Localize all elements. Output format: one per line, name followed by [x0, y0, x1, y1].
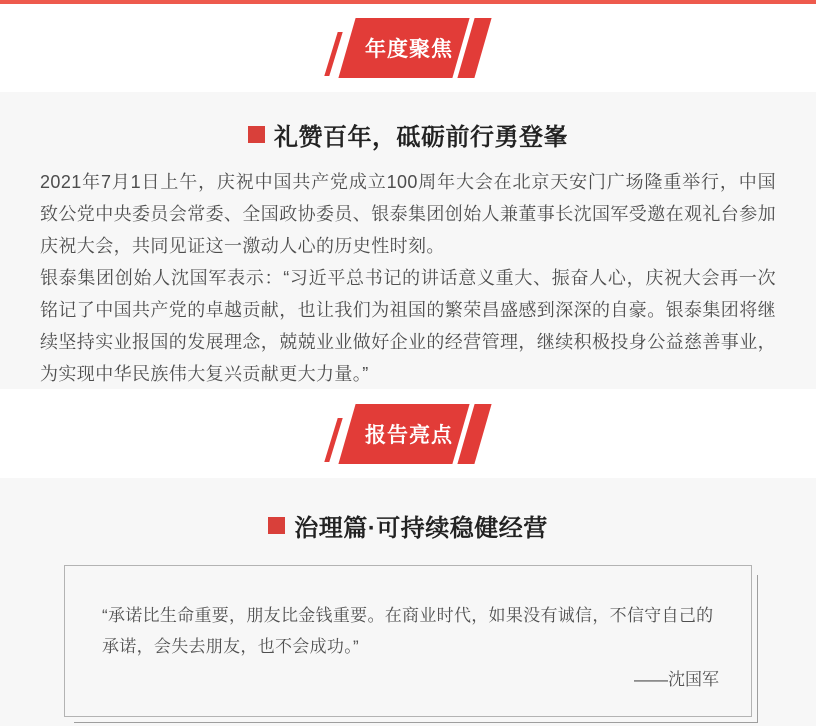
- annual-focus-heading: [40, 92, 776, 152]
- paragraph: 2021年7月1日上午，庆祝中国共产党成立100周年大会在北京天安门广场隆重举行，中国致公党中央委员会常委、全国政协委员、银泰集团创始人兼董事长沈国军受邀在观礼台参加庆祝大会，共同见证这一激动人心的历史性时刻。: [40, 172, 776, 256]
- governance-heading-text: 治理篇·可持续稳健经营: [294, 515, 548, 542]
- annual-focus-body: [40, 166, 776, 390]
- annual-focus-badge: [329, 18, 487, 78]
- governance-heading: [40, 478, 776, 543]
- quote-attribution: ——沈国军: [634, 670, 719, 689]
- quote-text: “承诺比生命重要，朋友比金钱重要。在商业时代，如果没有诚信，不信守自己的承诺，会失去朋友，也不会成功。”: [102, 606, 714, 656]
- annual-focus-section: [0, 92, 816, 389]
- quote-box: [64, 565, 752, 717]
- paragraph: 银泰集团创始人沈国军表示：“习近平总书记的讲话意义重大、振奋人心，庆祝大会再一次铭记了中国共产党的卓越贡献，也让我们为祖国的繁荣昌盛感到深深的自豪。银泰集团将继续坚持实业报国的发展理念，兢兢业业做好企业的经营管理，继续积极投身公益慈善事业，为实现中华民族伟大复兴贡献更大力量。”: [40, 268, 776, 384]
- annual-focus-badge-label: 年度聚焦: [365, 38, 453, 61]
- report-highlights-badge-label: 报告亮点: [365, 423, 453, 447]
- annual-focus-heading-text: 礼赞百年，砥砺前行勇登峯: [274, 124, 568, 151]
- report-highlights-badge: [329, 404, 487, 464]
- annual-focus-badge-band: [0, 4, 816, 92]
- red-square-bullet-icon: [268, 517, 285, 534]
- report-highlights-section: [0, 478, 816, 726]
- report-highlights-badge-band: [0, 389, 816, 478]
- red-square-bullet-icon: [248, 126, 265, 143]
